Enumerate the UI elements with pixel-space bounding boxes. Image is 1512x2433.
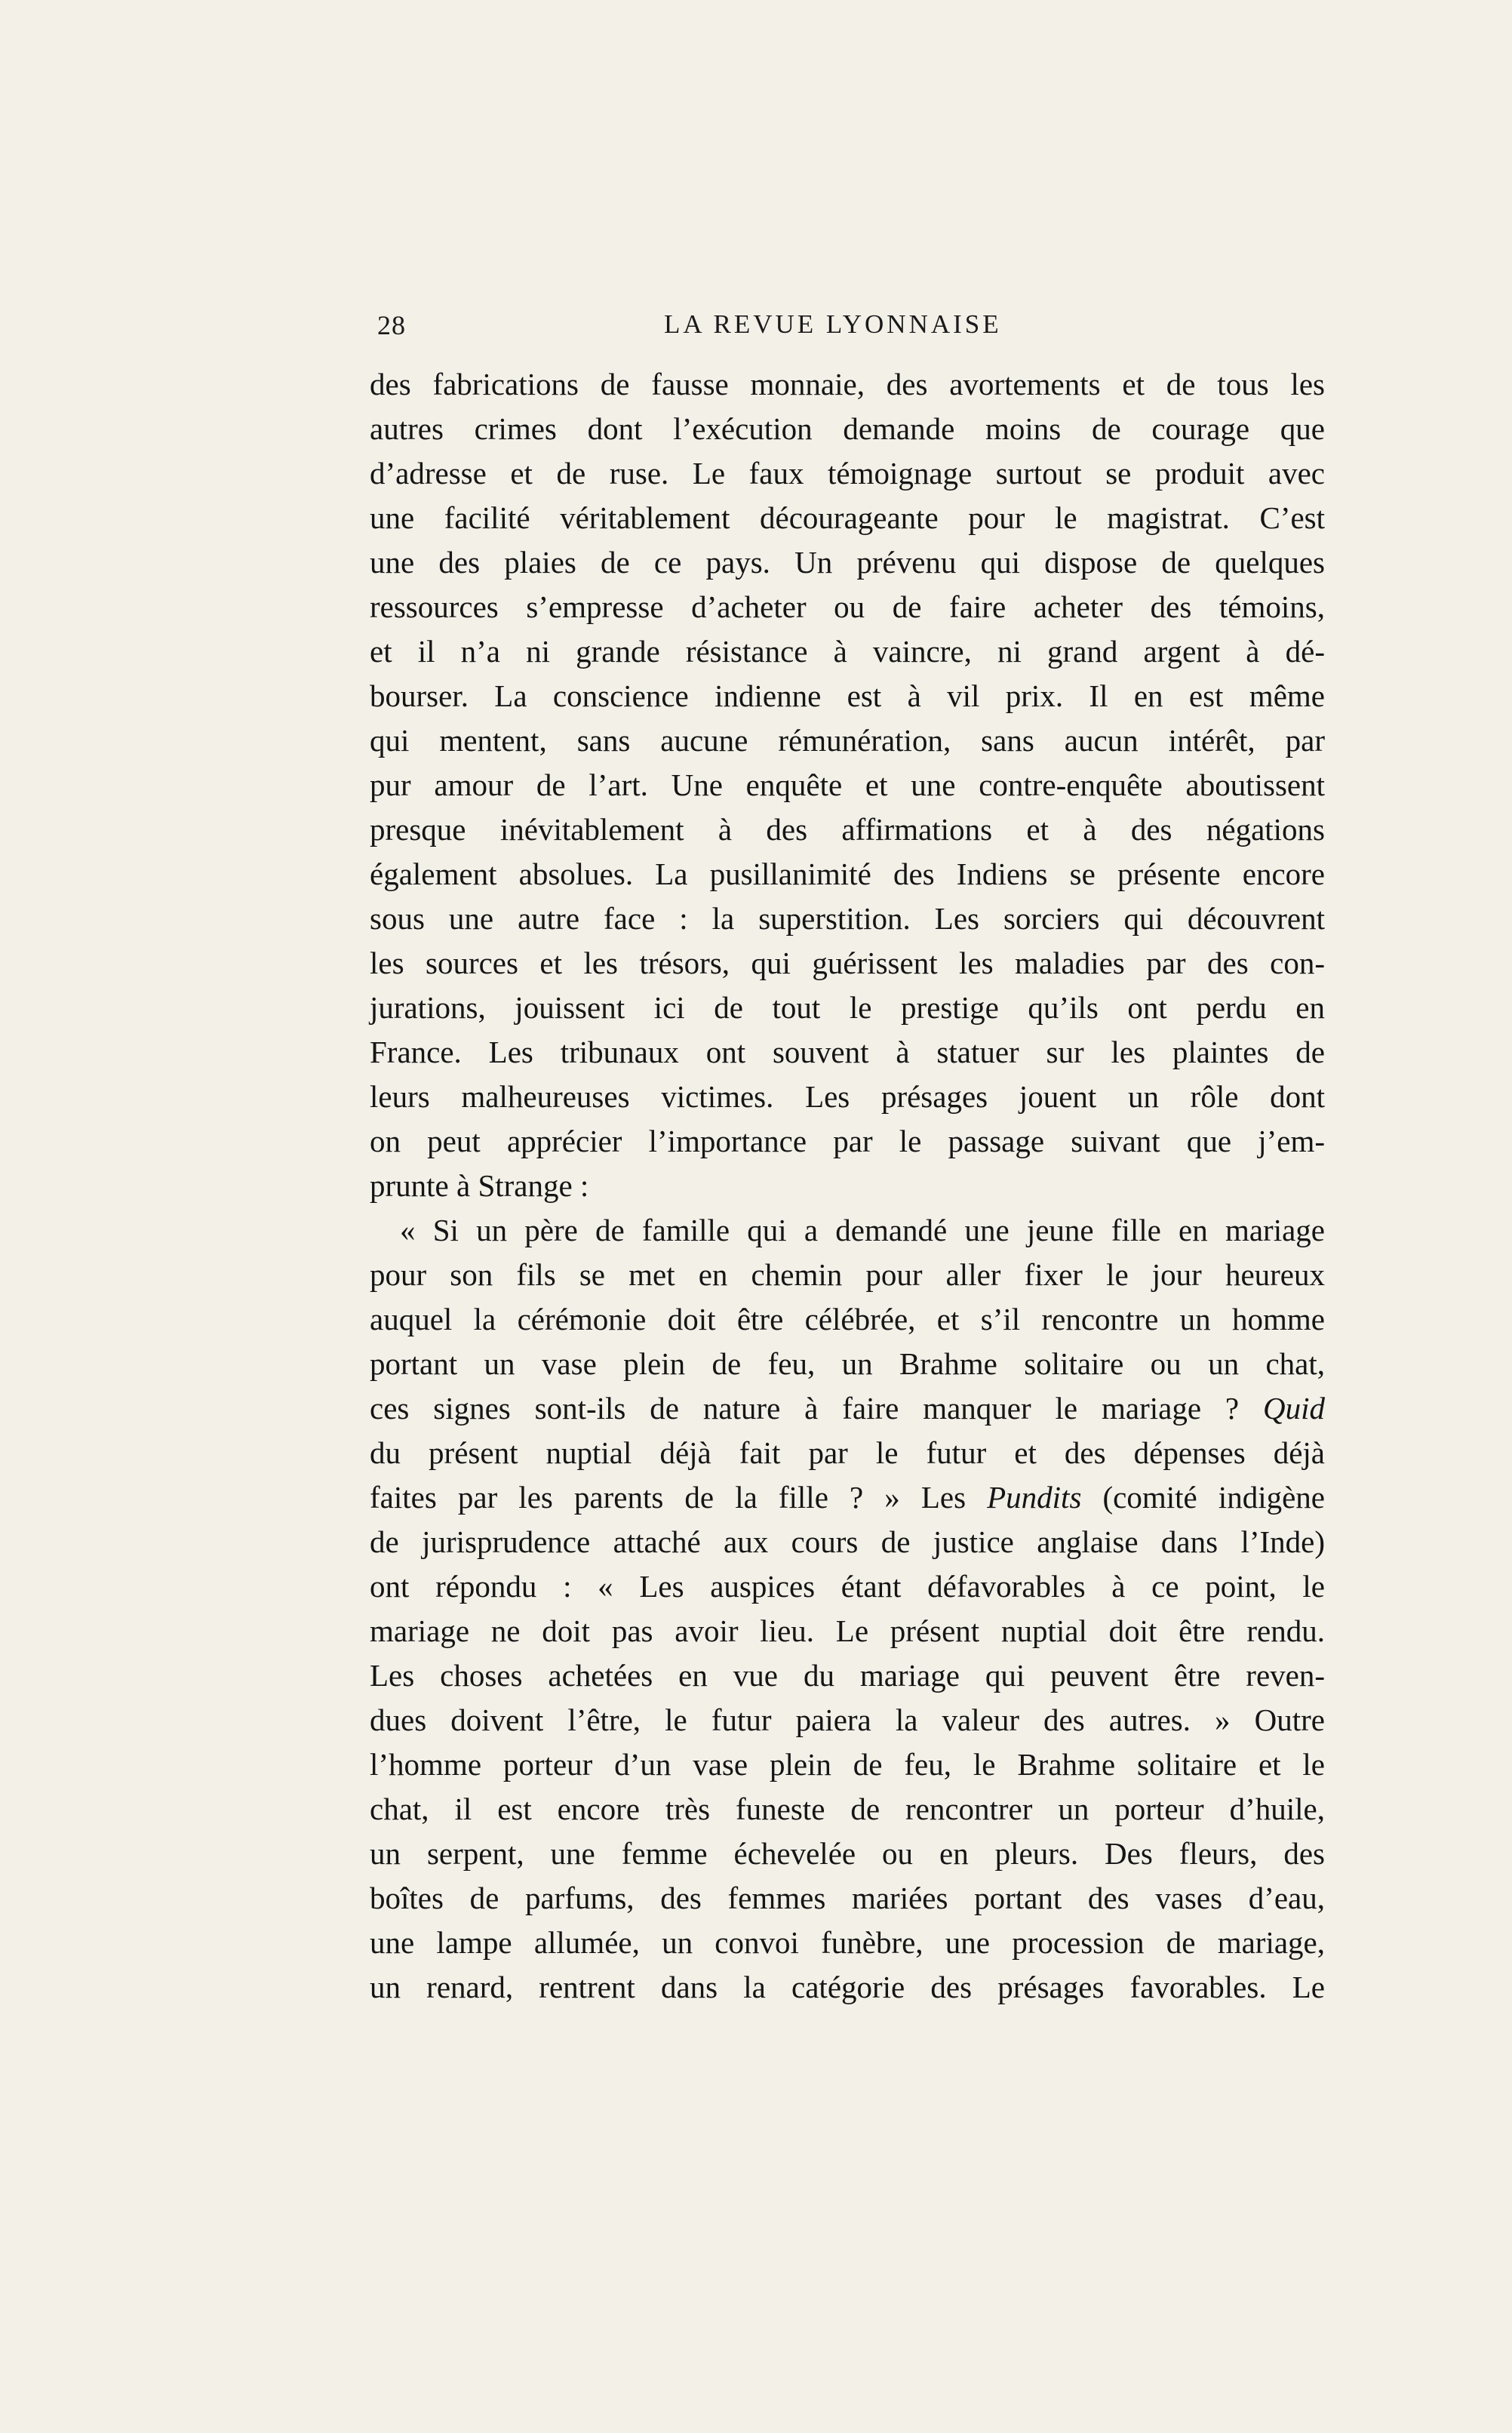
- text-segment: (comité indigène: [1081, 1480, 1325, 1515]
- text-line: France. Les tribunaux ont souvent à statuer sur les plaintes de: [370, 1035, 1325, 1069]
- text-line: qui mentent, sans aucune rémunération, sans aucun intérêt, par: [370, 723, 1325, 758]
- text-line: on peut apprécier l’importance par le passage suivant que j’em-: [370, 1124, 1325, 1158]
- text-line: boîtes de parfums, des femmes mariées portant des vases d’eau,: [370, 1881, 1325, 1915]
- page-header: [377, 309, 1332, 347]
- text-line: pur amour de l’art. Une enquête et une contre-enquête aboutissent: [370, 767, 1325, 802]
- text-line: sous une autre face : la superstition. Les sorciers qui découvrent: [370, 901, 1325, 936]
- text-line: pour son fils se met en chemin pour aller fixer le jour heureux: [370, 1257, 1325, 1292]
- text-line: auquel la cérémonie doit être célébrée, et s’il rencontre un homme: [370, 1302, 1325, 1336]
- text-line: ressources s’empresse d’acheter ou de faire acheter des témoins,: [370, 589, 1325, 624]
- text-line: leurs malheureuses victimes. Les présages jouent un rôle dont: [370, 1079, 1325, 1114]
- text-line: [370, 1475, 1325, 1520]
- text-line: [370, 1386, 1325, 1431]
- text-line: une lampe allumée, un convoi funèbre, une procession de mariage,: [370, 1925, 1325, 1960]
- text-line: prunte à Strange :: [370, 1168, 589, 1203]
- text-line: l’homme porteur d’un vase plein de feu, le Brahme solitaire et le: [370, 1747, 1325, 1782]
- text-line: et il n’a ni grande résistance à vaincre, ni grand argent à dé-: [370, 634, 1325, 669]
- text-line: une facilité véritablement décourageante pour le magistrat. C’est: [370, 500, 1325, 535]
- text-line: portant un vase plein de feu, un Brahme solitaire ou un chat,: [370, 1346, 1325, 1381]
- text-line: dues doivent l’être, le futur paiera la valeur des autres. » Outre: [370, 1702, 1325, 1737]
- italic-quid: Quid: [1263, 1391, 1325, 1426]
- text-line: bourser. La conscience indienne est à vil prix. Il en est même: [370, 678, 1325, 713]
- text-line: des fabrications de fausse monnaie, des avortements et de tous les: [370, 367, 1325, 401]
- text-line: jurations, jouissent ici de tout le prestige qu’ils ont perdu en: [370, 990, 1325, 1025]
- body-text: [370, 362, 1325, 2010]
- text-line: un serpent, une femme échevelée ou en pleurs. Des fleurs, des: [370, 1836, 1325, 1871]
- text-segment: faites par les parents de la fille ? » Les: [370, 1480, 988, 1515]
- text-line: chat, il est encore très funeste de rencontrer un porteur d’huile,: [370, 1792, 1325, 1826]
- text-line: de jurisprudence attaché aux cours de justice anglaise dans l’Inde): [370, 1524, 1325, 1559]
- text-line: Les choses achetées en vue du mariage qui peuvent être reven-: [370, 1658, 1325, 1693]
- text-line: autres crimes dont l’exécution demande moins de courage que: [370, 411, 1325, 446]
- text-line: une des plaies de ce pays. Un prévenu qui dispose de quelques: [370, 545, 1325, 580]
- text-segment: ces signes sont-ils de nature à faire manquer le mariage ?: [370, 1391, 1263, 1426]
- text-line: mariage ne doit pas avoir lieu. Le présent nuptial doit être rendu.: [370, 1613, 1325, 1648]
- running-title: LA REVUE LYONNAISE: [664, 309, 1002, 339]
- text-line: « Si un père de famille qui a demandé une jeune fille en mariage: [400, 1213, 1325, 1247]
- text-line: du présent nuptial déjà fait par le futur et des dépenses déjà: [370, 1435, 1325, 1470]
- text-line: un renard, rentrent dans la catégorie des présages favorables. Le: [370, 1970, 1325, 2004]
- text-line: d’adresse et de ruse. Le faux témoignage surtout se produit avec: [370, 456, 1325, 491]
- text-line: ont répondu : « Les auspices étant défavorables à ce point, le: [370, 1569, 1325, 1604]
- text-line: les sources et les trésors, qui guérissent les maladies par des con-: [370, 946, 1325, 980]
- italic-pundits: Pundits: [987, 1480, 1082, 1515]
- text-line: également absolues. La pusillanimité des Indiens se présente encore: [370, 857, 1325, 891]
- page-number: 28: [377, 310, 406, 340]
- text-line: presque inévitablement à des affirmations et à des négations: [370, 812, 1325, 847]
